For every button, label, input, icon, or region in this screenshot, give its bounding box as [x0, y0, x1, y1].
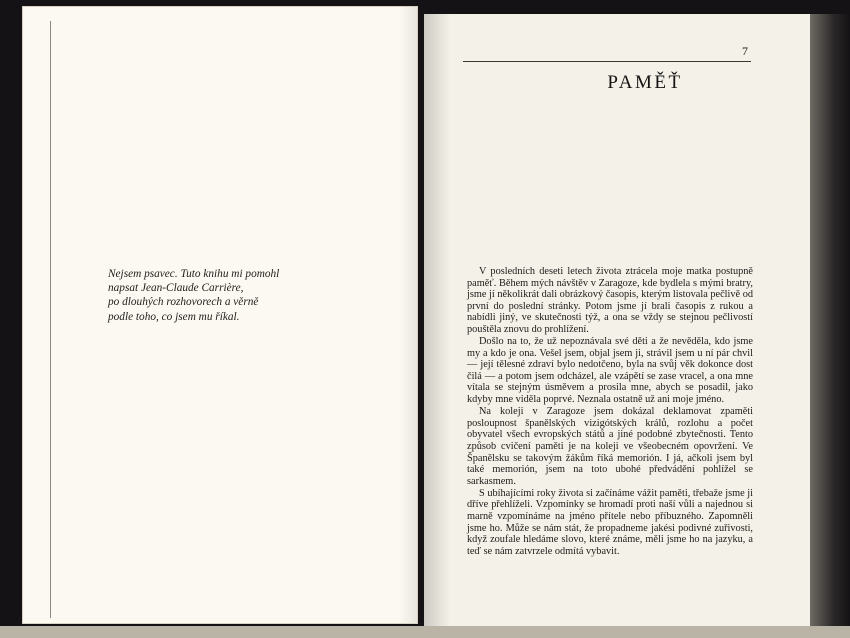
page-margin-rule [50, 21, 51, 618]
body-paragraph: S ubíhajícími roky života si začínáme vážit paměti, třebaže jsme ji dříve přehlíželi. Vzpomínky se hromadí proti naší vůli a najednou si marně vzpomínáme na jméno přítele nebo příbuzného. Zapomněli jsme ho. Může se nám stát, že propadneme jakési podivné zuřivosti, když zoufale hledáme slovo, které známe, měli jsme ho na jazyku, a teď se nám zatvrzele odmítá vybavit. [467, 487, 753, 557]
page-edges-bottom [0, 626, 850, 638]
dedication-line: napsat Jean-Claude Carrière, [108, 282, 244, 295]
right-edge-shadow [810, 14, 850, 626]
body-paragraph: Na koleji v Zaragoze jsem dokázal deklamovat zpaměti posloupnost španělských vizigótských králů, rozlohu a počet obyvatel všech evropských států a jiné podobné zbytečnosti. Tento způsob cvičení paměti je na koleji ve všeobecném opovržení. Ve Španělsku se takovým žákům říká memorión. I já, ačkoli jsem byl také memorión, jsem na toto ubohé předvádění pohlížel se sarkasmem. [467, 406, 753, 487]
right-gutter-shadow [424, 14, 450, 626]
chapter-title: PAMĚŤ [607, 72, 683, 93]
dedication-line: po dlouhých rozhovorech a věrně [108, 296, 259, 309]
dedication-line: podle toho, co jsem mu říkal. [108, 310, 240, 323]
dedication-line: Nejsem psavec. Tuto knihu mi pomohl [108, 268, 280, 280]
header-rule [463, 61, 751, 62]
body-paragraph: Došlo na to, že už nepoznávala své děti a že nevěděla, kdo jsme my a kdo je ona. Vešel jsem, objal jsem ji, strávil jsem u ní pár chvil — její tělesné zdraví bylo nedotčeno, byla na svůj věk dokonce dost čilá — a potom jsem odcházel, ale vzápětí se zase vracel, a ona mne vítala se stejným úsměvem a prosila mne, abych se posadil, jako kdyby mne viděla poprvé. Neznala ostatně už ani moje jméno. [467, 336, 753, 406]
dedication [108, 267, 348, 324]
page-number: 7 [742, 44, 748, 58]
chapter-body [467, 266, 753, 557]
body-paragraph: V posledních deseti letech života ztrácela moje matka postupně paměť. Během mých návštěv v Zaragoze, kde bydlela s mými bratry, jsme jí několikrát dali obrázkový časopis, kterým listovala pečlivě od první do poslední stránky. Potom jsme jí brali časopis z rukou a nabídli jiný, ve skutečnosti týž, a ona se vždy se stejnou pečlivostí pouštěla znovu do prohlížení. [467, 266, 753, 335]
left-gutter-shadow [399, 7, 417, 623]
